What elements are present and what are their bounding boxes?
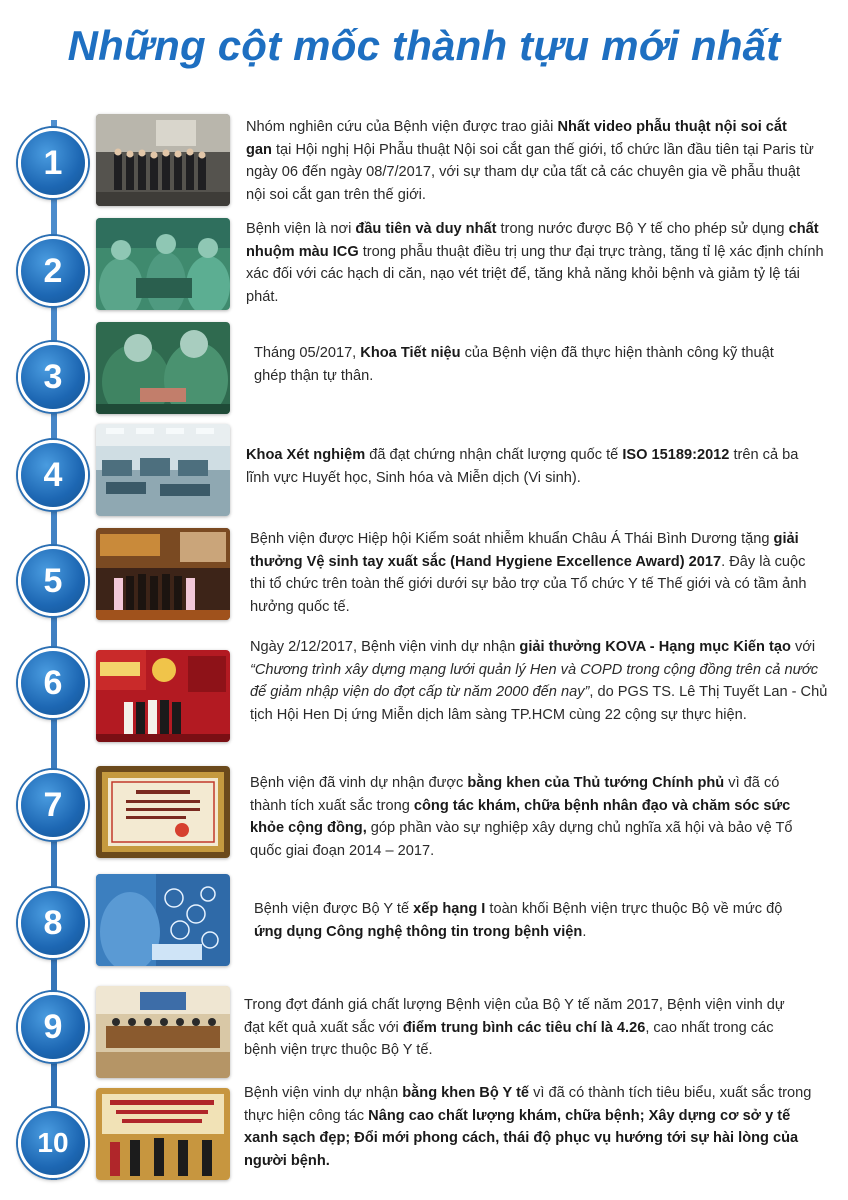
text-run: Tháng 05/2017,: [254, 345, 361, 361]
bold-text-run: Khoa Xét nghiệm: [246, 447, 366, 463]
bold-text-run: công tác khám, chữa bệnh nhân đạo và chăm sóc sức khỏe cộng đồng,: [250, 797, 791, 836]
milestone-number-badge: 5: [18, 546, 88, 616]
text-run: . Đây là cuộc thi tổ chức trên toàn thế giới dưới sự bảo trợ của Tổ chức Y tế Thế giới và có tầm ảnh hưởng quốc tế.: [250, 553, 807, 615]
milestone-description: [246, 218, 826, 308]
milestone-description: [254, 342, 774, 387]
milestone-photo-kidney-transplant: [96, 322, 230, 414]
milestone-number-badge: 8: [18, 888, 88, 958]
text-run: đã đạt chứng nhận chất lượng quốc tế: [365, 447, 623, 463]
milestone-photo-laboratory: [96, 424, 230, 516]
milestone-description: [246, 116, 816, 206]
milestone-number-badge: 7: [18, 770, 88, 840]
text-run: toàn khối Bệnh viện trực thuộc Bộ về mức độ: [485, 901, 783, 917]
milestone-description: [254, 898, 794, 943]
milestone-photo-ministry-award: [96, 1088, 230, 1180]
text-run: Bệnh viện đã vinh dự nhận được: [250, 775, 468, 791]
text-run: góp phần vào sự nghiệp xây dựng chủ nghĩa xã hội và bảo vệ Tổ quốc giai đoạn 2014 – 2017.: [250, 820, 793, 859]
bold-text-run: giải thưởng KOVA - Hạng mục Kiến tạo: [519, 639, 791, 655]
milestone-number-badge: 6: [18, 648, 88, 718]
bold-text-run: xếp hạng I: [413, 901, 486, 917]
text-run: , do PGS TS. Lê Thị Tuyết Lan - Chủ tịch Hội Hen Dị ứng Miễn dịch lâm sàng TP.HCM cùng 22 cộng sự thực hiện.: [250, 684, 828, 723]
milestone-photo-kova-award: [96, 650, 230, 742]
bold-text-run: đầu tiên và duy nhất: [355, 221, 497, 237]
bold-text-run: Nhất video phẫu thuật nội soi cắt gan: [246, 119, 787, 158]
text-run: Nhóm nghiên cứu của Bệnh viện được trao giải: [246, 119, 558, 135]
text-run: với: [790, 639, 816, 655]
text-run: của Bệnh viện đã thực hiện thành công kỹ thuật ghép thận tự thân.: [254, 345, 774, 384]
milestone-description: [246, 444, 806, 489]
milestone-number-badge: 9: [18, 992, 88, 1062]
italic-text-run: “Chương trình xây dựng mạng lưới quản lý Hen và COPD trong cộng đồng trên cả nước để giảm nhập viện do đợt cấp từ năm 2000 đến nay”: [250, 661, 819, 700]
text-run: tại Hội nghị Hội Phẫu thuật Nội soi cắt gan thế giới, tổ chức lần đầu tiên tại Paris từ ngày 06 đến ngày 08/7/2017, với sự tham dự của tất cả các chuyên gia về phẫu thuật nội soi cắt gan trên thế giới.: [246, 141, 814, 203]
text-run: Ngày 2/12/2017, Bệnh viện vinh dự nhận: [250, 639, 520, 655]
milestone-photo-certificate: [96, 766, 230, 858]
milestone-number-badge: 3: [18, 342, 88, 412]
text-run: trên cả ba lĩnh vực Huyết học, Sinh hóa và Miễn dịch (Vi sinh).: [246, 447, 799, 486]
text-run: trong nước được Bộ Y tế cho phép sử dụng: [496, 221, 789, 237]
text-run: Bệnh viện là nơi: [246, 221, 356, 237]
milestone-description: [244, 994, 804, 1062]
text-run: vì đã có thành tích xuất sắc trong: [250, 775, 780, 814]
bold-text-run: ISO 15189:2012: [622, 447, 730, 463]
text-run: Bệnh viện vinh dự nhận: [244, 1085, 403, 1101]
page-title: Những cột mốc thành tựu mới nhất: [67, 22, 781, 69]
bold-text-run: giải thưởng Vệ sinh tay xuất sắc (Hand Hygiene Excellence Award) 2017: [250, 531, 799, 570]
text-run: Trong đợt đánh giá chất lượng Bệnh viện của Bộ Y tế năm 2017, Bệnh viện vinh dự đạt kết quả xuất sắc với: [244, 997, 785, 1036]
text-run: Bệnh viện được Hiệp hội Kiểm soát nhiễm khuẩn Châu Á Thái Bình Dương tặng: [250, 531, 774, 547]
bold-text-run: bằng khen của Thủ tướng Chính phủ: [467, 775, 725, 791]
bold-text-run: chất nhuộm màu ICG: [246, 221, 819, 260]
milestone-description: [250, 528, 810, 618]
text-run: Bệnh viện được Bộ Y tế: [254, 901, 414, 917]
milestone-photo-evaluation-meeting: [96, 986, 230, 1078]
bold-text-run: điểm trung bình các tiêu chí là 4.26: [402, 1019, 646, 1036]
milestone-description: [250, 636, 830, 726]
milestone-photo-apsic-award: [96, 528, 230, 620]
milestone-number-badge: 10: [18, 1108, 88, 1178]
milestone-photo-conference: [96, 114, 230, 206]
bold-text-run: ứng dụng Công nghệ thông tin trong bệnh viện: [254, 923, 583, 940]
milestone-description: [250, 772, 810, 862]
milestone-photo-surgery-team: [96, 218, 230, 310]
text-run: trong phẫu thuật điều trị ung thư đại trực tràng, tăng tỉ lệ xác định chính xác đối với các hạch di căn, nạo vét triệt để, tăng khả năng khỏi bệnh và giảm tỷ lệ tái phát.: [246, 243, 824, 305]
bold-text-run: Khoa Tiết niệu: [360, 345, 461, 361]
milestone-description: [244, 1082, 824, 1172]
text-run: .: [582, 923, 587, 940]
text-run: , cao nhất trong các bệnh viện trực thuộc Bộ Y tế.: [244, 1019, 774, 1058]
milestone-photo-digital-health: [96, 874, 230, 966]
milestone-number-badge: 1: [18, 128, 88, 198]
milestone-number-badge: 2: [18, 236, 88, 306]
milestone-number-badge: 4: [18, 440, 88, 510]
bold-text-run: Nâng cao chất lượng khám, chữa bệnh; Xây dựng cơ sở y tế xanh sạch đẹp; Đổi mới phong cách, thái độ phục vụ hướng tới sự hài lòng của người bệnh.: [244, 1107, 799, 1169]
bold-text-run: bằng khen Bộ Y tế: [402, 1085, 530, 1101]
text-run: vì đã có thành tích tiêu biểu, xuất sắc trong thực hiện công tác: [244, 1085, 812, 1124]
